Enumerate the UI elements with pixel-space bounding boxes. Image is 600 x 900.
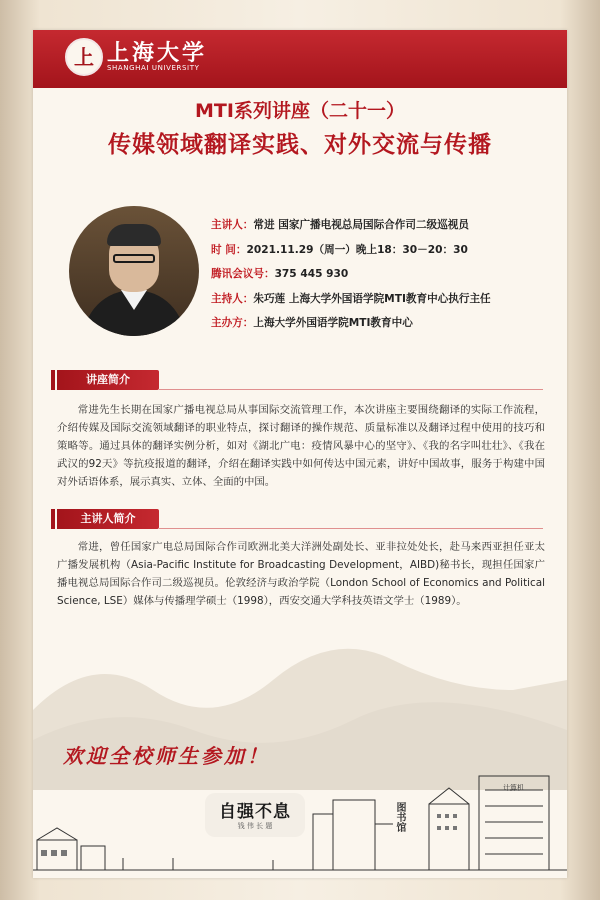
building-sign: 计算机 xyxy=(503,784,524,792)
welcome-text: 欢迎全校师生参加！ xyxy=(63,744,270,768)
university-name-cn: 上海大学 xyxy=(107,40,208,66)
meeting-value: 375 445 930 xyxy=(274,268,349,280)
speaker-label: 主讲人： xyxy=(211,219,254,231)
organizer-label: 主办方： xyxy=(211,317,254,329)
motto-stamp xyxy=(205,793,305,837)
university-header xyxy=(33,30,567,88)
university-name-en: SHANGHAI UNIVERSITY xyxy=(107,64,200,72)
bio-section-heading: 主讲人简介 xyxy=(57,509,159,529)
motto-text: 自强不息 xyxy=(219,802,291,822)
speaker-photo xyxy=(69,206,199,336)
host-value: 朱巧莲 上海大学外国语学院MTI教育中心执行主任 xyxy=(253,292,491,305)
intro-paragraph: 常进先生长期在国家广播电视总局从事国际交流管理工作，本次讲座主要围绕翻译的实际工作流程，介绍传媒及国际交流领域翻译的职业特点，探讨翻译的操作规范、质量标准以及翻译过程中使用的技巧和策略等。通过具体的翻译实例分析，如对《湖北广电：疫情风暴中心的坚守》、《我的名字叫壮壮》、《我在武汉的92天》等抗疫报道的翻译，介绍在翻译实践中如何传达中国元素，讲好中国故事，服务于构建中国对外话语体系，展示真实、立体、全面的中国。 xyxy=(57,404,545,488)
bio-paragraph: 常进，曾任国家广电总局国际合作司欧洲北美大洋洲处副处长、亚非拉处处长，赴马来西亚担任亚太广播发展机构（Asia-Pacific Institute for Broadcasting Development，AIBD)秘书长，现担任国家广播电视总局国际合作司二级巡视员。伦敦经济与政治学院（London School of Economics and Political Science, LSE）媒体与传播理学硕士（1998），西安交通大学科技英语文学士（1989）。 xyxy=(57,541,545,607)
speaker-value: 常进 国家广播电视总局国际合作司二级巡视员 xyxy=(253,219,469,231)
library-sign: 图书馆 xyxy=(394,802,405,832)
lecture-series-title: MTI系列讲座（二十一） xyxy=(195,100,405,122)
speaker-photo-hair xyxy=(107,224,161,246)
time-label: 时 间： xyxy=(211,243,247,256)
bio-section-divider xyxy=(159,528,543,529)
host-row xyxy=(211,287,561,312)
speaker-photo-glasses xyxy=(113,254,155,263)
intro-section-divider xyxy=(159,389,543,390)
time-value: 2021.11.29（周一）晚上18：30－20：30 xyxy=(246,243,468,256)
speaker-row xyxy=(211,213,561,238)
organizer-value: 上海大学外国语学院MTI教育中心 xyxy=(253,317,413,329)
lecture-topic-title: 传媒领域翻译实践、对外交流与传播 xyxy=(108,132,492,158)
poster-paper xyxy=(33,30,567,878)
meeting-row xyxy=(211,262,561,287)
motto-inscription: 钱 伟 长 题 xyxy=(237,822,273,830)
logo-glyph: 上 xyxy=(74,45,94,69)
meeting-label: 腾讯会议号： xyxy=(211,268,275,280)
organizer-row xyxy=(211,311,561,336)
lecture-info xyxy=(211,213,561,336)
time-row xyxy=(211,238,561,263)
host-label: 主持人： xyxy=(211,292,254,305)
university-logo-icon xyxy=(65,38,103,76)
intro-section-heading: 讲座简介 xyxy=(57,370,159,390)
